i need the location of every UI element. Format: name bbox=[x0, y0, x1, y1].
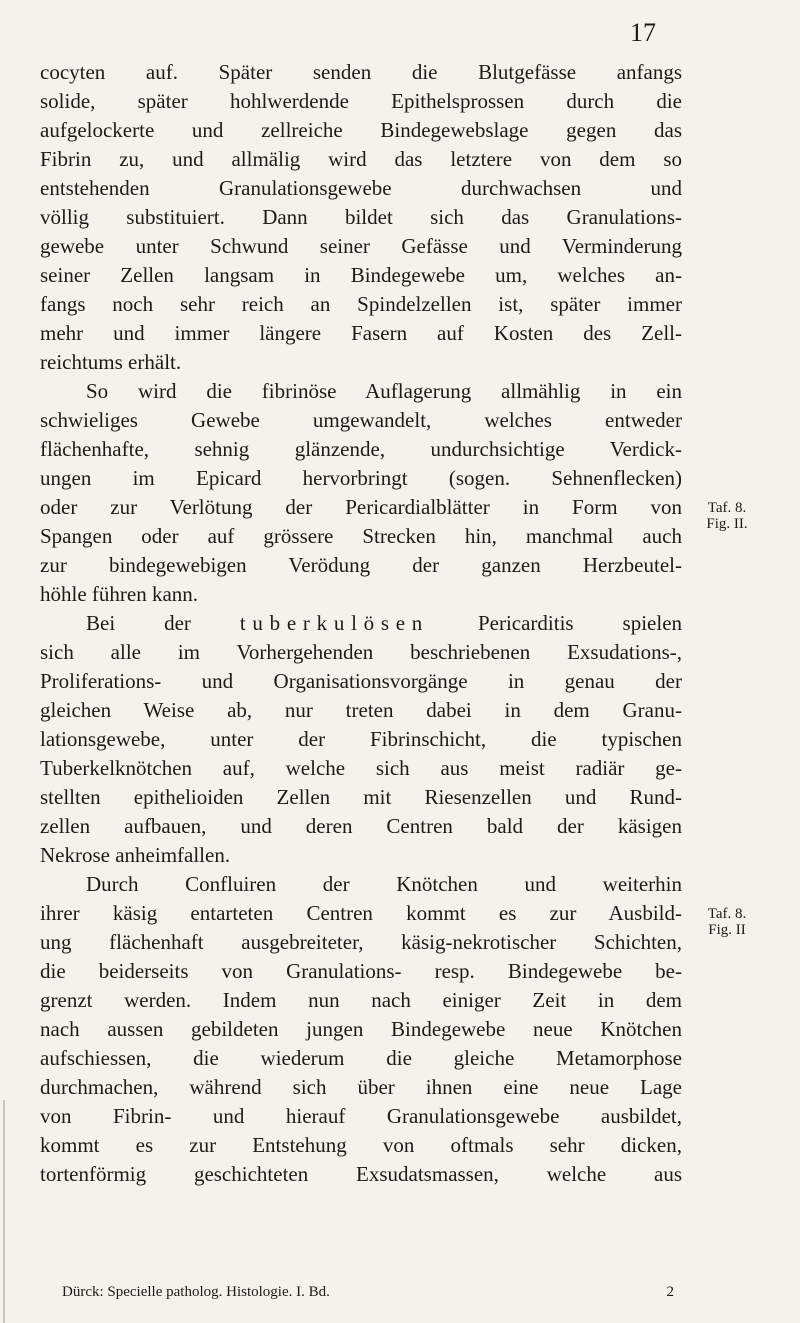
text-line bbox=[40, 609, 682, 638]
margin-note-line: Fig. II. bbox=[706, 516, 748, 532]
text-line: völlig substituiert. Dann bildet sich das Granulations- bbox=[40, 205, 682, 229]
text-line: lationsgewebe, unter der Fibrinschicht, die typischen bbox=[40, 727, 682, 751]
text-line: sich alle im Vorhergehenden beschriebenen Exsudations-, bbox=[40, 640, 682, 664]
text-line: gleichen Weise ab, nur treten dabei in dem Granu- bbox=[40, 698, 682, 722]
text-line: kommt es zur Entstehung von oftmals sehr dicken, bbox=[40, 1133, 682, 1157]
margin-note-line: Taf. 8. bbox=[707, 906, 747, 922]
text-line: fangs noch sehr reich an Spindelzellen ist, später immer bbox=[40, 292, 682, 316]
margin-note-plate-ref bbox=[692, 500, 762, 532]
text-line: Fibrin zu, und allmälig wird das letztere von dem so bbox=[40, 147, 682, 171]
text-line: oder zur Verlötung der Pericardialblätter in Form von bbox=[40, 495, 682, 519]
page-edge-shadow bbox=[3, 1100, 5, 1323]
text-line: zellen aufbauen, und deren Centren bald der käsigen bbox=[40, 814, 682, 838]
signature-mark: 2 bbox=[666, 1284, 674, 1300]
text-fragment: Pericarditis spielen bbox=[477, 611, 683, 635]
margin-note-plate-ref bbox=[692, 906, 762, 938]
margin-note-line: Taf. 8. bbox=[707, 500, 747, 516]
text-line: von Fibrin- und hierauf Granulationsgewebe ausbildet, bbox=[40, 1104, 682, 1128]
text-line: solide, später hohlwerdende Epithelsprossen durch die bbox=[40, 89, 682, 113]
text-line: Tuberkelknötchen auf, welche sich aus meist radiär ge- bbox=[40, 756, 682, 780]
text-line: aufschiessen, die wiederum die gleiche Metamorphose bbox=[40, 1046, 682, 1070]
text-line: reichtums erhält. bbox=[40, 350, 182, 374]
text-line: flächenhafte, sehnig glänzende, undurchsichtige Verdick- bbox=[40, 437, 682, 461]
text-line: Nekrose anheimfallen. bbox=[40, 843, 231, 867]
emphasis-spaced: tuberkulösen bbox=[239, 611, 429, 635]
running-footer-text: Dürck: Specielle patholog. Histologie. I. Bd. bbox=[62, 1284, 330, 1300]
text-line: cocyten auf. Später senden die Blutgefässe anfangs bbox=[40, 60, 682, 84]
text-line: mehr und immer längere Fasern auf Kosten des Zell- bbox=[40, 321, 682, 345]
text-line: tortenförmig geschichteten Exsudatsmassen, welche aus bbox=[40, 1162, 682, 1186]
text-line: grenzt werden. Indem nun nach einiger Zeit in dem bbox=[40, 988, 682, 1012]
text-line: Proliferations- und Organisationsvorgänge in genau der bbox=[40, 669, 682, 693]
text-line: entstehenden Granulationsgewebe durchwachsen und bbox=[40, 176, 682, 200]
text-line: nach aussen gebildeten jungen Bindegewebe neue Knötchen bbox=[40, 1017, 682, 1041]
text-line: zur bindegewebigen Verödung der ganzen Herzbeutel- bbox=[40, 553, 682, 577]
page-footer bbox=[62, 1284, 674, 1301]
text-line: höhle führen kann. bbox=[40, 582, 199, 606]
text-line: ihrer käsig entarteten Centren kommt es zur Ausbild- bbox=[40, 901, 682, 925]
text-line: gewebe unter Schwund seiner Gefässe und Verminderung bbox=[40, 234, 682, 258]
text-line: ung flächenhaft ausgebreiteter, käsig-nekrotischer Schichten, bbox=[40, 930, 682, 954]
text-fragment: Bei der bbox=[86, 611, 191, 635]
text-line: die beiderseits von Granulations- resp. Bindegewebe be- bbox=[40, 959, 682, 983]
text-line: ungen im Epicard hervorbringt (sogen. Sehnenflecken) bbox=[40, 466, 682, 490]
text-line: seiner Zellen langsam in Bindegewebe um, welches an- bbox=[40, 263, 682, 287]
text-line: schwieliges Gewebe umgewandelt, welches entweder bbox=[40, 408, 682, 432]
text-line: Durch Confluiren der Knötchen und weiterhin bbox=[86, 872, 682, 896]
text-line: Spangen oder auf grössere Strecken hin, manchmal auch bbox=[40, 524, 682, 548]
main-text bbox=[40, 58, 682, 1189]
text-line: durchmachen, während sich über ihnen eine neue Lage bbox=[40, 1075, 682, 1099]
margin-note-line: Fig. II bbox=[708, 922, 746, 938]
text-line: So wird die fibrinöse Auflagerung allmählig in ein bbox=[86, 379, 682, 403]
text-line: aufgelockerte und zellreiche Bindegewebslage gegen das bbox=[40, 118, 682, 142]
text-line: stellten epithelioiden Zellen mit Riesenzellen und Rund- bbox=[40, 785, 682, 809]
page-number: 17 bbox=[630, 18, 656, 47]
